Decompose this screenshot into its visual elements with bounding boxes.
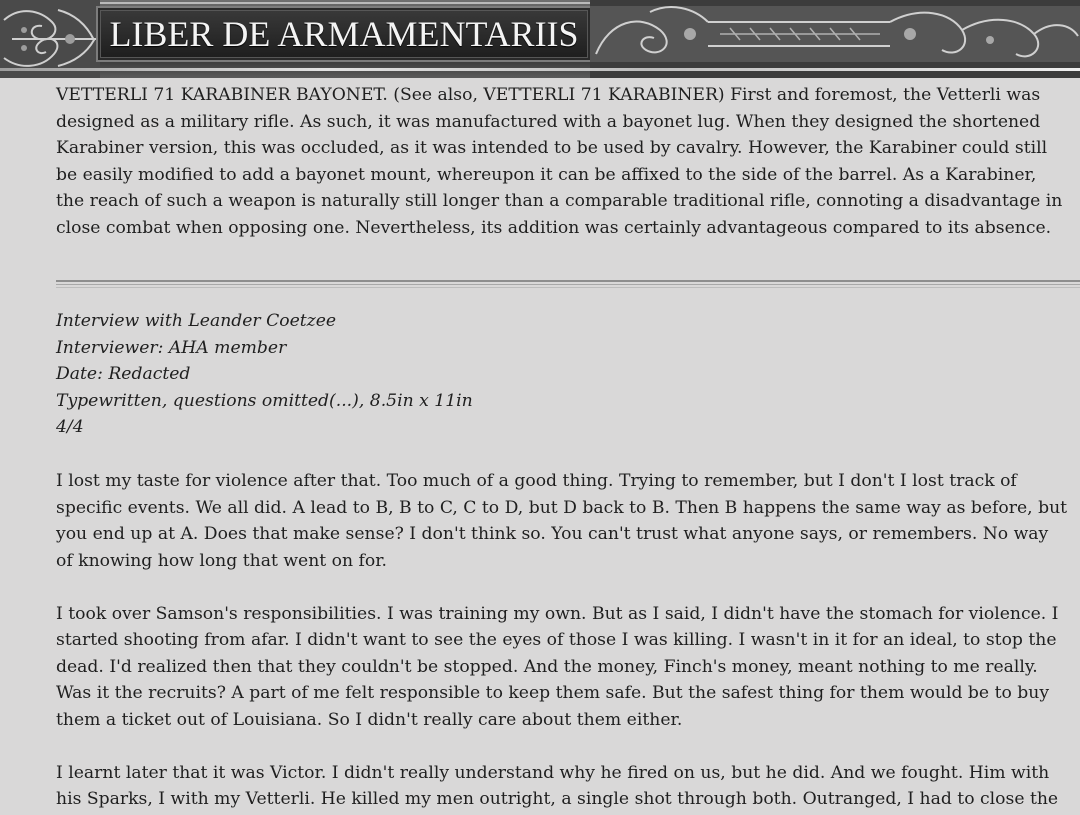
transcript-paragraph: I lost my taste for violence after that. Too much of a good thing. Trying to remember, but I don't I lost track of specific events. We all did. A lead to B, B to C, C to D, but D back to B. Then B happens the same way as before, but you end up at A. Does that make sense? I don't think so. You can't trust what anyone says, or remembers. No way of knowing how long that went on for.	[56, 471, 1068, 571]
document-meta	[56, 308, 1066, 441]
document-title: Interview with Leander Coetzee	[56, 311, 337, 331]
header-rule-bottom	[0, 68, 1080, 71]
document-date: Date: Redacted	[56, 364, 191, 384]
transcript-paragraph: I took over Samson's responsibilities. I was training my own. But as I said, I didn't have the stomach for violence. I started shooting from afar. I didn't want to see the eyes of those I was killing. I wasn't in it for an ideal, to stop the dead. I'd realized then that they couldn't be stopped. And the money, Finch's money, meant nothing to me really. Was it the recruits? A part of me felt responsible to keep them safe. But the safest thing for them would be to buy them a ticket out of Louisiana. So I didn't really care about them either.	[56, 603, 1059, 730]
document-format: Typewritten, questions omitted(...), 8.5in x 11in	[56, 390, 473, 411]
transcript-paragraph: I learnt later that it was Victor. I didn't really understand why he fired on us, but he did. And we fought. Him with his Sparks, I with my Vetterli. He killed my men outright, a single shot through both. Outranged, I had to close the	[56, 762, 1059, 809]
document-page: 4/4	[56, 417, 84, 437]
armament-entry	[56, 82, 1066, 241]
document-interviewer: Interviewer: AHA member	[56, 337, 287, 358]
header-banner	[0, 0, 1080, 78]
entry-text: VETTERLI 71 KARABINER BAYONET. (See also, VETTERLI 71 KARABINER) First and foremost, the Vetterli was designed as a military rifle. As such, it was manufactured with a bayonet lug. When they designed the shortened Karabiner version, this was occluded, as it was intended to be used by cavalry. However, the Karabiner could still be easily modified to add a bayonet mount, whereupon it can be affixed to the side of the barrel. As a Karabiner, the reach of such a weapon is naturally still longer than a comparable traditional rifle, connoting a disadvantage in close combat when opposing one. Nevertheless, its addition was certainly advantageous compared to its absence.	[56, 85, 1063, 238]
ornament-icon	[590, 0, 1080, 78]
interview-transcript	[56, 468, 1068, 815]
ornament-icon	[0, 0, 100, 78]
section-divider	[56, 280, 1080, 289]
page-title: LIBER DE ARMAMENTARIIS	[109, 14, 579, 54]
title-plate	[96, 6, 592, 62]
